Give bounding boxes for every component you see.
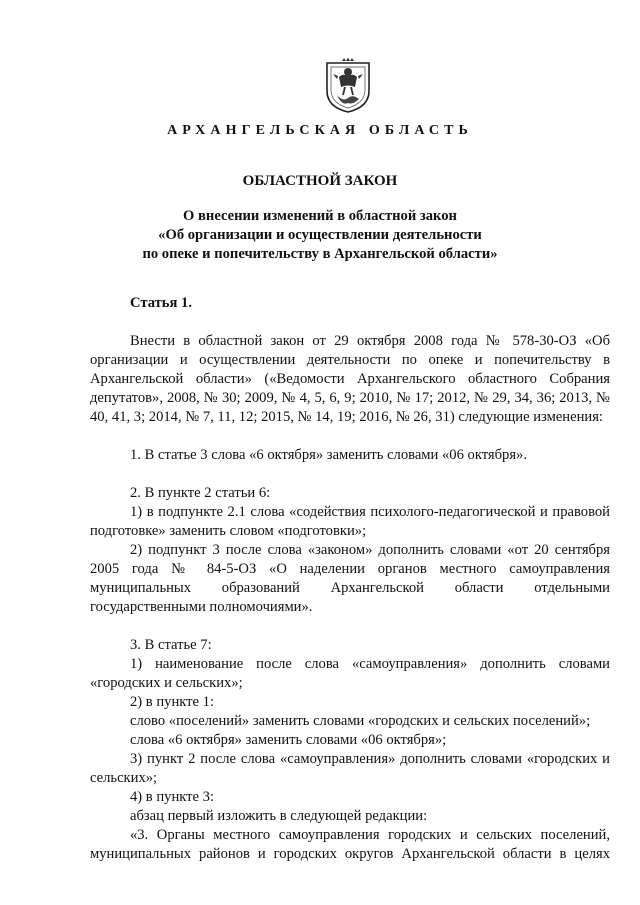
law-title [0,207,640,264]
amendment-item-2-sub-1: 1) в подпункте 2.1 слова «содействия психолого-педагогической и правовой подготовке» заменить словом «подготовки»; [90,504,610,539]
amendment-item-3-sub-2: 2) в пункте 1: [130,694,215,710]
amendment-item-3-sub-4-b: «3. Органы местного самоуправления городских и сельских поселений, муниципальных районов и городских округов Архангельской области в целях [90,827,610,862]
law-title-line: по опеке и попечительству в Архангельской области» [142,246,498,262]
coat-of-arms-icon [325,57,371,113]
amendment-item-3-sub-2-a: слово «поселений» заменить словами «городских и сельских поселений»; [130,713,591,729]
region-name: АРХАНГЕЛЬСКАЯ ОБЛАСТЬ [167,123,473,138]
amendment-item-3: 3. В статье 7: [130,637,212,653]
law-body [90,294,610,864]
amendment-item-3-sub-2-b: слова «6 октября» заменить словами «06 октября»; [130,732,447,748]
law-title-line: О внесении изменений в областной закон [183,208,457,224]
amendment-item-3-sub-4-a: абзац первый изложить в следующей редакции: [130,808,428,824]
amendment-item-3-sub-1: 1) наименование после слова «самоуправления» дополнить словами «городских и сельских»; [90,656,610,691]
amendment-item-2-sub-2: 2) подпункт 3 после слова «законом» дополнить словами «от 20 сентября 2005 года № 84-5-ОЗ «О наделении органов местного самоуправления муниципальных образований Архангельской области отдельными государственными полномочиями». [90,542,610,615]
amendment-item-3-sub-4: 4) в пункте 3: [130,789,215,805]
amendment-item-1: 1. В статье 3 слова «6 октября» заменить словами «06 октября». [130,447,528,463]
article-intro: Внести в областной закон от 29 октября 2008 года № 578-30-ОЗ «Об организации и осуществлении деятельности по опеке и попечительству в Архангельской области» («Ведомости Архангельского областного Собрания депутатов», 2008, № 30; 2009, № 4, 5, 6, 9; 2010, № 17; 2012, № 29, 34, 36; 2013, № 40, 41, 3; 2014, № 7, 11, 12; 2015, № 14, 19; 2016, № 26, 31) следующие изменения: [90,333,610,425]
law-title-line: «Об организации и осуществлении деятельности [158,227,482,243]
article-heading: Статья 1. [130,295,192,311]
amendment-item-3-sub-3: 3) пункт 2 после слова «самоуправления» дополнить словами «городских и сельских»; [90,751,610,786]
law-type: ОБЛАСТНОЙ ЗАКОН [242,173,398,189]
amendment-item-2: 2. В пункте 2 статьи 6: [130,485,271,501]
